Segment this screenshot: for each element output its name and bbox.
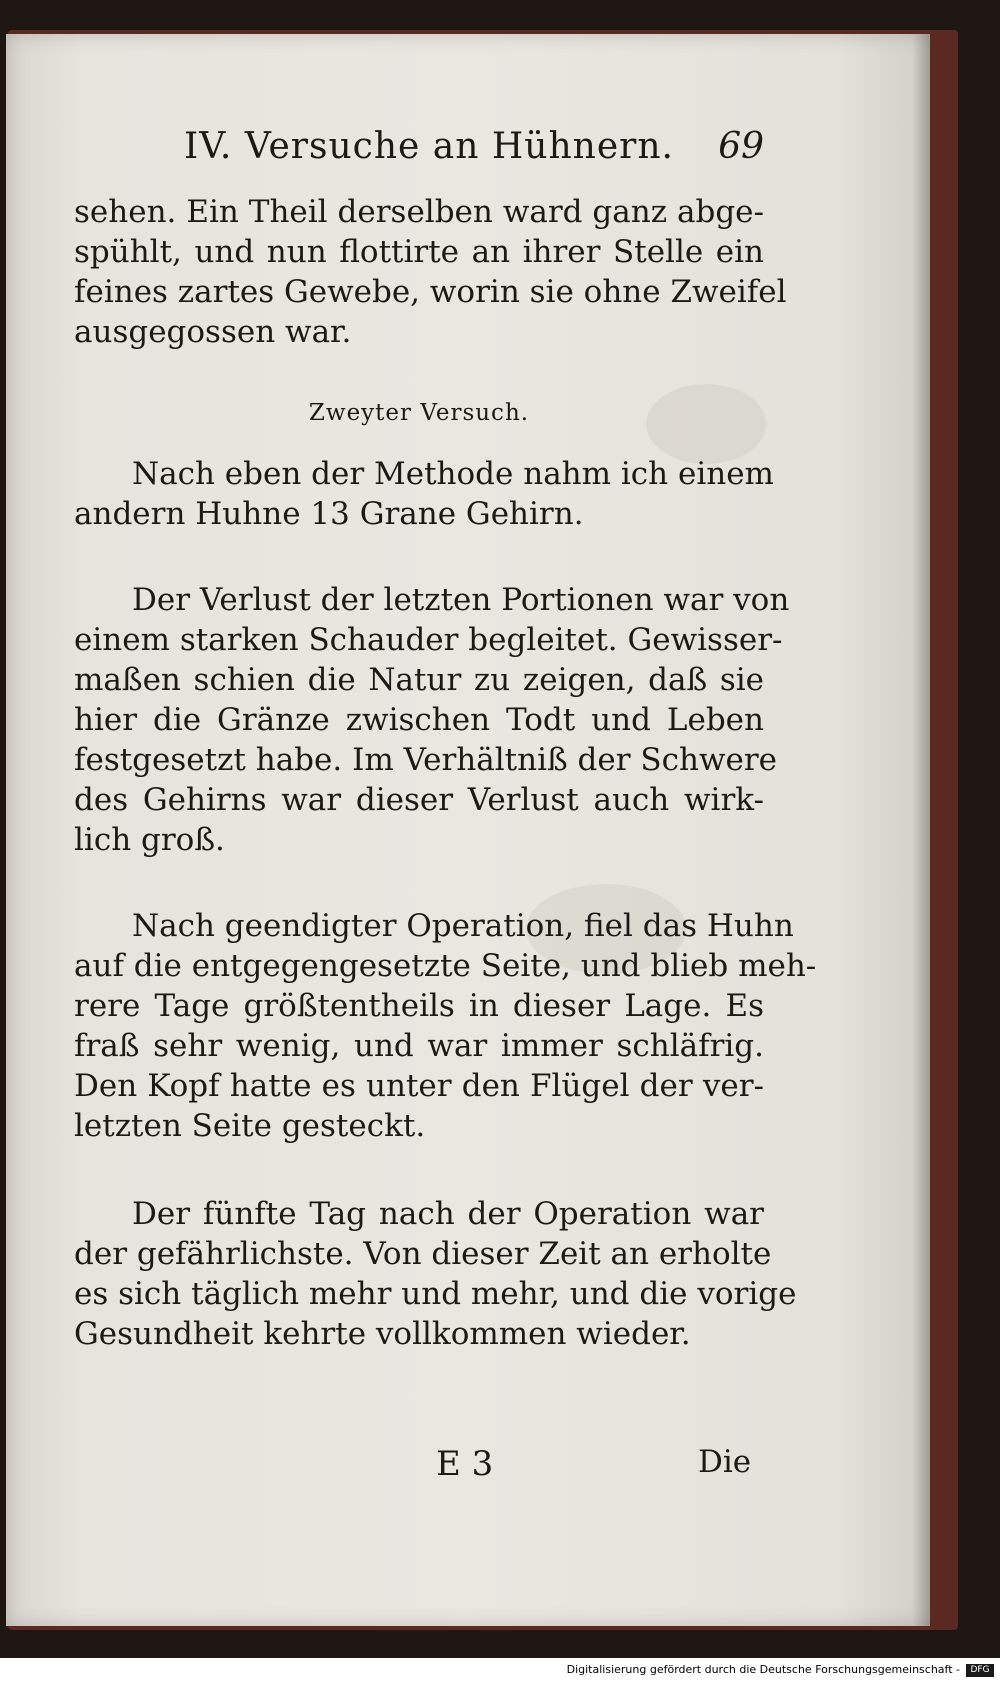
signature-mark: E 3 [436, 1444, 494, 1484]
running-header [114, 126, 764, 186]
text-line: sehen. Ein Theil derselben ward ganz abge- [74, 194, 764, 230]
text-line: letzten Seite gesteckt. [74, 1108, 426, 1144]
text-line: der gefährlichste. Von dieser Zeit an erholte [74, 1236, 772, 1272]
text-line: Der fünfte Tag nach der Operation war [132, 1196, 764, 1232]
dfg-logo: DFG [966, 1664, 994, 1677]
text-line: andern Huhne 13 Grane Gehirn. [74, 496, 584, 532]
page-gutter-shadow [912, 34, 930, 1626]
text-line: feines zartes Gewebe, worin sie ohne Zweifel [74, 274, 787, 310]
text-line: Nach eben der Methode nahm ich einem [132, 456, 774, 492]
text-line: lich groß. [74, 822, 225, 858]
text-line: fraß sehr wenig, und war immer schläfrig. [74, 1028, 764, 1064]
text-line: Gesundheit kehrte vollkommen wieder. [74, 1316, 691, 1352]
text-line: einem starken Schauder begleitet. Gewisser- [74, 622, 783, 658]
text-line: auf die entgegengesetzte Seite, und blieb meh- [74, 948, 817, 984]
page-number: 69 [718, 126, 764, 167]
text-line: hier die Gränze zwischen Todt und Leben [74, 702, 764, 738]
text-line: es sich täglich mehr und mehr, und die vorige [74, 1276, 797, 1312]
text-line: rere Tage größtentheils in dieser Lage. Es [74, 988, 764, 1024]
text-line: spühlt, und nun flottirte an ihrer Stelle ein [74, 234, 764, 270]
text-line: ausgegossen war. [74, 314, 352, 350]
text-line: Der Verlust der letzten Portionen war von [132, 582, 790, 618]
credit-text: Digitalisierung gefördert durch die Deutsche Forschungsgemeinschaft - [566, 1663, 960, 1676]
text-line: Nach geendigter Operation, fiel das Huhn [132, 908, 794, 944]
text-line: des Gehirns war dieser Verlust auch wirk- [74, 782, 764, 818]
catchword: Die [698, 1444, 752, 1480]
text-line: festgesetzt habe. Im Verhältniß der Schwere [74, 742, 778, 778]
header-title: IV. Versuche an Hühnern. [184, 126, 674, 167]
text-line: maßen schien die Natur zu zeigen, daß sie [74, 662, 764, 698]
book-page [6, 34, 930, 1626]
section-heading: Zweyter Versuch. [308, 400, 530, 426]
text-line: Den Kopf hatte es unter den Flügel der ver- [74, 1068, 764, 1104]
digitization-credit [0, 1658, 1000, 1683]
